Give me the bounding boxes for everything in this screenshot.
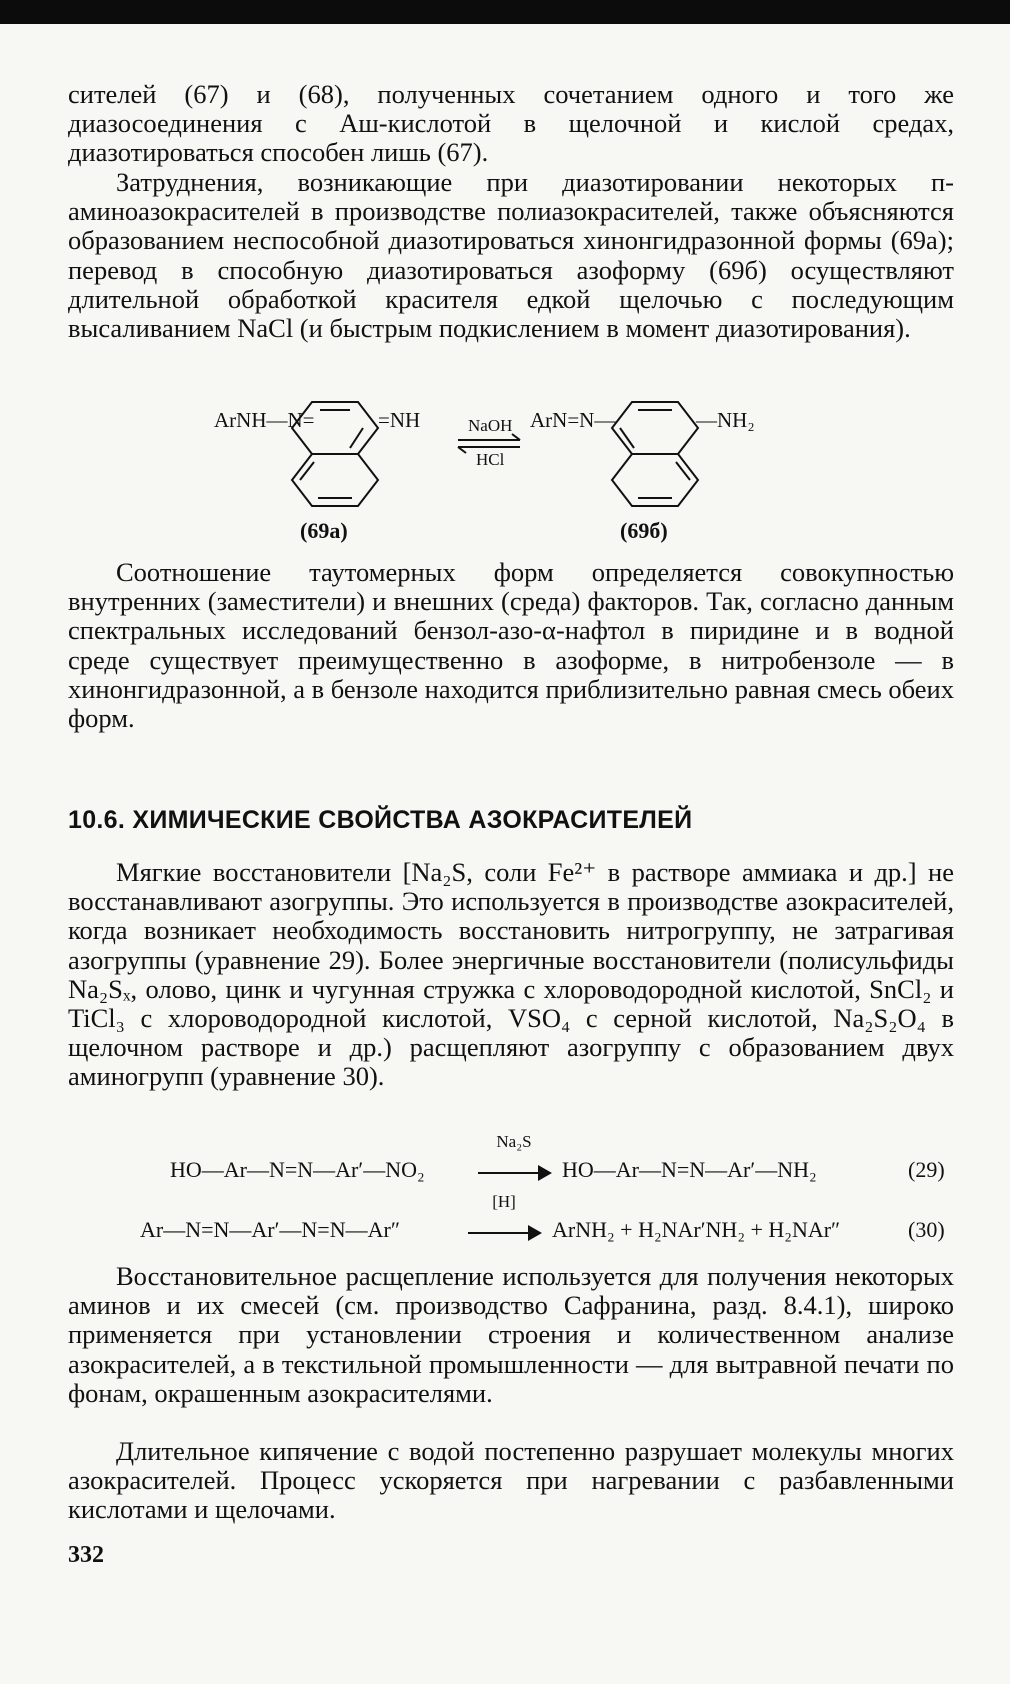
equation-30-reagent: [H] — [492, 1192, 516, 1211]
ring-double-bond — [620, 428, 634, 448]
compound-label-69a: (69а) — [300, 518, 348, 543]
arrow-shaft — [478, 1172, 544, 1174]
scan-top-edge — [0, 0, 1010, 24]
substituent-nh: =NH — [378, 408, 421, 432]
paragraph-text: Соотношение таутомерных форм определяется совокупностью внутренних (заместители) и внешних (среда) факторов. Так, согласно данным спектральных исследований бензол-азо-α-нафтол в пиридине и в водной среде существует преимущественно в азоформе, в нитробензоле — в хинонгидразонной, а в бензоле находится приблизительно равная смесь обеих форм. — [68, 557, 954, 734]
equation-29-number: (29) — [908, 1157, 945, 1182]
equation-29 — [68, 1132, 954, 1194]
page-number: 332 — [68, 1542, 104, 1568]
paragraph-continuation: сителей (67) и (68), полученных сочетанием одного и того же диазосоединения с Аш-кислотой в щелочной и кислой средах, диазотироваться способен лишь (67). — [68, 79, 954, 168]
paragraph-reductive-cleavage — [68, 1262, 954, 1408]
reagent-naoh: NaOH — [468, 416, 513, 435]
paragraph-reducing-agents — [68, 858, 954, 1092]
reagent-hcl: HCl — [476, 450, 505, 469]
arrow-shaft — [468, 1232, 534, 1234]
ring-double-bond — [676, 462, 690, 480]
equation-30-reactant: Ar—N=N—Ar′—N=N—Ar″ — [140, 1217, 400, 1242]
paragraph-text: Мягкие восстановители [Na₂S, соли Fe²⁺ в растворе аммиака и др.] не восстанавливают азогруппы. Это используется в производстве азокрасителей, когда возникает необходимость восстановить нитрогруппу, не затрагивая азогруппы (уравнение 29). Более энергичные восстановители (полисульфиды Na₂Sₓ, олово, цинк и чугунная стружка с хлороводородной кислотой, SnCl₂ и TiCl₃ с хлороводородной кислотой, VSO₄ с серной кислотой, Na₂S₂O₄ в щелочном растворе и др.) расщепляют азогруппу с образованием двух аминогрупп (уравнение 30). — [68, 857, 954, 1092]
ring-double-bond — [300, 462, 314, 480]
arrow-head — [538, 1165, 552, 1181]
equation-29-reactant: HO—Ar—N=N—Ar′—NO₂ — [170, 1157, 425, 1182]
reaction-arrow — [474, 1132, 554, 1194]
substituent-arn-n: ArN=N— — [530, 408, 616, 432]
equation-30-product: ArNH₂ + H₂NAr′NH₂ + H₂NAr″ — [552, 1217, 841, 1242]
equation-30 — [68, 1192, 954, 1254]
reaction-arrow — [464, 1192, 544, 1254]
equation-29-reagent: Na₂S — [496, 1132, 532, 1151]
paragraph-tautomer-ratio — [68, 558, 954, 733]
paragraph-text: Восстановительное расщепление используется для получения некоторых аминов и их смесей (см. производство Сафранина, разд. 8.4.1), широко применяется при установлении строения и количественном анализе азокрасителей, а в текстильной промышленности — для вытравной печати по фонам, окрашенным азокрасителями. — [68, 1261, 954, 1408]
naphthalene-rings-drawing — [200, 378, 840, 548]
compound-label-69b: (69б) — [620, 518, 668, 543]
ring-double-bond — [350, 428, 363, 448]
equation-29-product: HO—Ar—N=N—Ar′—NH₂ — [562, 1157, 817, 1182]
section-heading: 10.6. ХИМИЧЕСКИЕ СВОЙСТВА АЗОКРАСИТЕЛЕЙ — [68, 806, 693, 834]
substituent-nh2: —NH₂ — [696, 408, 755, 432]
paragraph-text: Длительное кипячение с водой постепенно разрушает молекулы многих азокрасителей. Процесс ускоряется при нагревании с разбавленными кислотами и щелочами. — [68, 1436, 954, 1525]
paragraph-boiling — [68, 1437, 954, 1525]
paragraph-diazotization-difficulty — [68, 168, 954, 343]
arrow-head — [528, 1225, 542, 1241]
paragraph-text: Затруднения, возникающие при диазотировании некоторых п-аминоазокрасителей в производстве полиазокрасителей, также объясняются образованием неспособной диазотироваться хинонгидразонной формы (69а); перевод в способную диазотироваться азоформу (69б) осуществляют длительной обработкой красителя едкой щелочью с последующим высаливанием NaCl (и быстрым подкислением в момент диазотирования). — [68, 167, 954, 344]
equation-30-number: (30) — [908, 1217, 945, 1242]
tautomer-structure-scheme — [200, 378, 840, 548]
substituent-arnh-n: ArNH—N= — [214, 408, 315, 432]
